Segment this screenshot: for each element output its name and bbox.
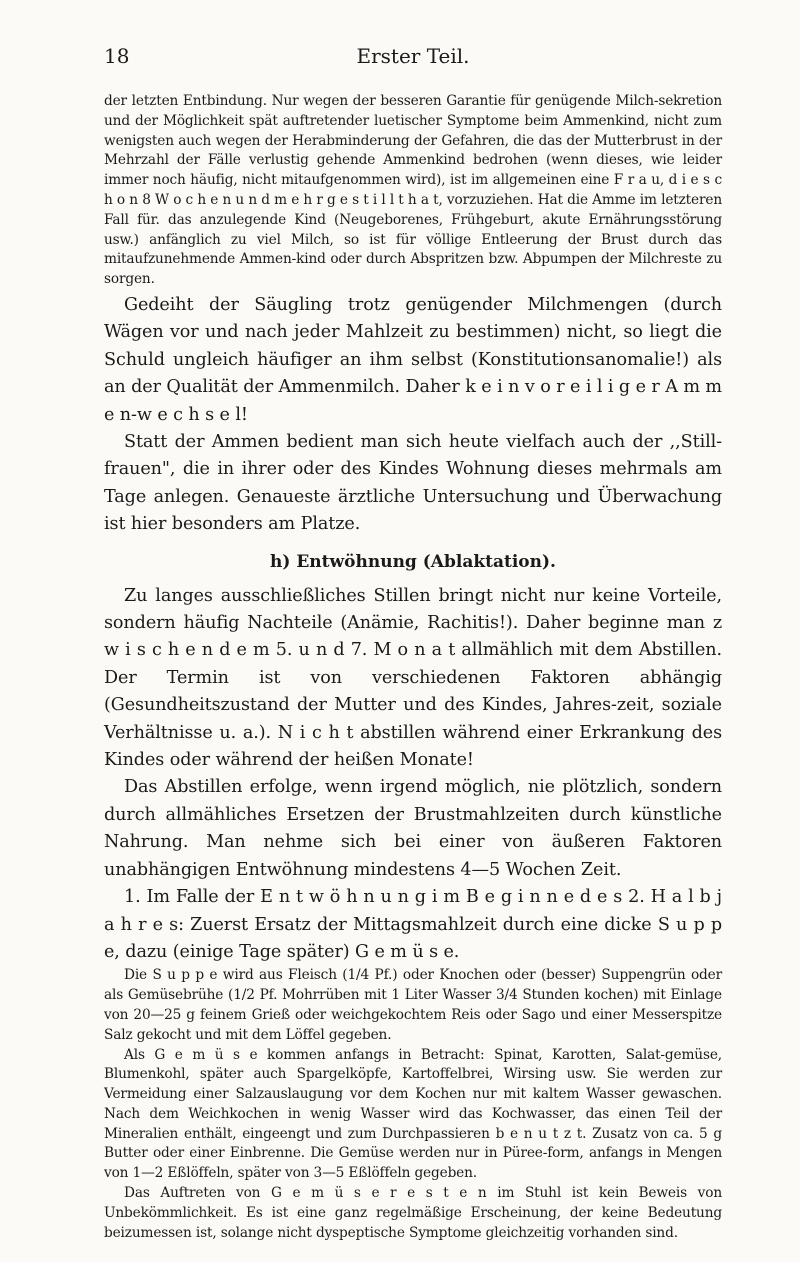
running-title: Erster Teil. (356, 44, 470, 68)
paragraph-gemuese: Als G e m ü s e kommen anfangs in Betracht: Spinat, Karotten, Salat-gemüse, Blumenkohl, später auch Spargelköpfe, Kartoffelbrei, Wirsing usw. Sie werden zur Vermeidung einer Salzauslaugung vor dem Kochen nur mit kaltem Wasser gewaschen. Nach dem Weichkochen in wenig Wasser wird das Kochwasser, das einen Teil der Mineralien enthält, eingeengt und zum Durchpassieren b e n u t z t. Zusatz von ca. 5 g Butter oder einer Einbrenne. Die Gemüse werden nur in Püree-form, anfangs in Mengen von 1—2 Eßlöffeln, später von 3—5 Eßlöffeln gegeben. (104, 1046, 722, 1182)
page-header (104, 38, 722, 74)
paragraph-abstillen: Das Abstillen erfolge, wenn irgend möglich, nie plötzlich, sondern durch allmähliches Ersetzen der Brustmahlzeiten durch künstliche Nahrung. Man nehme sich bei einer von äußeren Faktoren unabhängigen Entwöhnung mindestens 4—5 Wochen Zeit. (104, 777, 722, 880)
body-text (104, 92, 722, 1243)
paragraph-zu-langes-stillen: Zu langes ausschließliches Stillen bringt nicht nur keine Vorteile, sondern häufig Nachteile (Anämie, Rachitis!). Daher beginne man z w i s c h e n d e m 5. u n d 7. M o n a t allmählich mit dem Abstillen. Der Termin ist von verschiedenen Faktoren abhängig (Gesundheitszustand der Mutter und des Kindes, Jahres-zeit, soziale Verhältnisse u. a.). N i c h t abstillen während einer Erkrankung des Kindes oder während der heißen Monate! (104, 585, 722, 771)
paragraph-entwoehnung-item-1: 1. Im Falle der E n t w ö h n u n g i m B e g i n n e d e s 2. H a l b j a h r e s: Zuerst Ersatz der Mittagsmahlzeit durch eine dicke S u p p e, dazu (einige Tage später) G e m ü s e. (104, 887, 722, 962)
paragraph-amme-selection: der letzten Entbindung. Nur wegen der besseren Garantie für genügende Milch-sekretion und der Möglichkeit spät auftretender luetischer Symptome beim Ammenkind, nicht zum wenigsten auch wegen der Herabminderung der Gefahren, die das der Mutterbrust in der Mehrzahl der Fälle verlustig gehende Ammenkind bedrohen (wenn dieses, wie leider immer noch häufig, nicht mitaufgenommen wird), ist im allgemeinen eine F r a u, d i e s c h o n 8 W o c h e n u n d m e h r g e s t i l l t h a t, vorzuziehen. Hat die Amme im letzteren Fall für. das anzulegende Kind (Neugeborenes, Frühgeburt, akute Ernährungsstörung usw.) anfänglich zu viel Milch, so ist für völlige Entleerung der Brust durch das mitaufzunehmende Ammen-kind oder durch Abspritzen bzw. Abpumpen der Milchreste zu sorgen. (104, 93, 722, 288)
page-number: 18 (104, 44, 130, 68)
section-heading: h) Entwöhnung (Ablaktation). (270, 551, 556, 572)
paragraph-gemueseresten: Das Auftreten von G e m ü s e r e s t e n im Stuhl ist kein Beweis von Unbekömmlichkeit. Es ist eine ganz regelmäßige Erscheinung, der keine Bedeutung beizumessen ist, solange nicht dyspeptische Symptome gleichzeitig vorhanden sind. (104, 1185, 722, 1241)
paragraph-gedeiht: Gedeiht der Säugling trotz genügender Milchmengen (durch Wägen vor und nach jeder Mahlzeit zu bestimmen) nicht, so liegt die Schuld ungleich häufiger an ihm selbst (Konstitutionsanomalie!) als an der Qualität der Ammenmilch. Daher k e i n v o r e i l i g e r A m m e n-w e c h s e l! (104, 294, 722, 425)
paragraph-stillfrauen: Statt der Ammen bedient man sich heute vielfach auch der ,,Still-frauen", die in ihrer oder des Kindes Wohnung dieses mehrmals am Tage anlegen. Genaueste ärztliche Untersuchung und Überwachung ist hier besonders am Platze. (104, 432, 722, 535)
book-page (104, 38, 722, 1243)
paragraph-suppe: Die S u p p e wird aus Fleisch (1/4 Pf.) oder Knochen oder (besser) Suppengrün oder als Gemüsebrühe (1/2 Pf. Mohrrüben mit 1 Liter Wasser 3/4 Stunden kochen) mit Einlage von 20—25 g feinem Grieß oder weichgekochtem Reis oder Sago und einer Messerspitze Salz gekocht und mit dem Löffel gegeben. (104, 967, 722, 1043)
